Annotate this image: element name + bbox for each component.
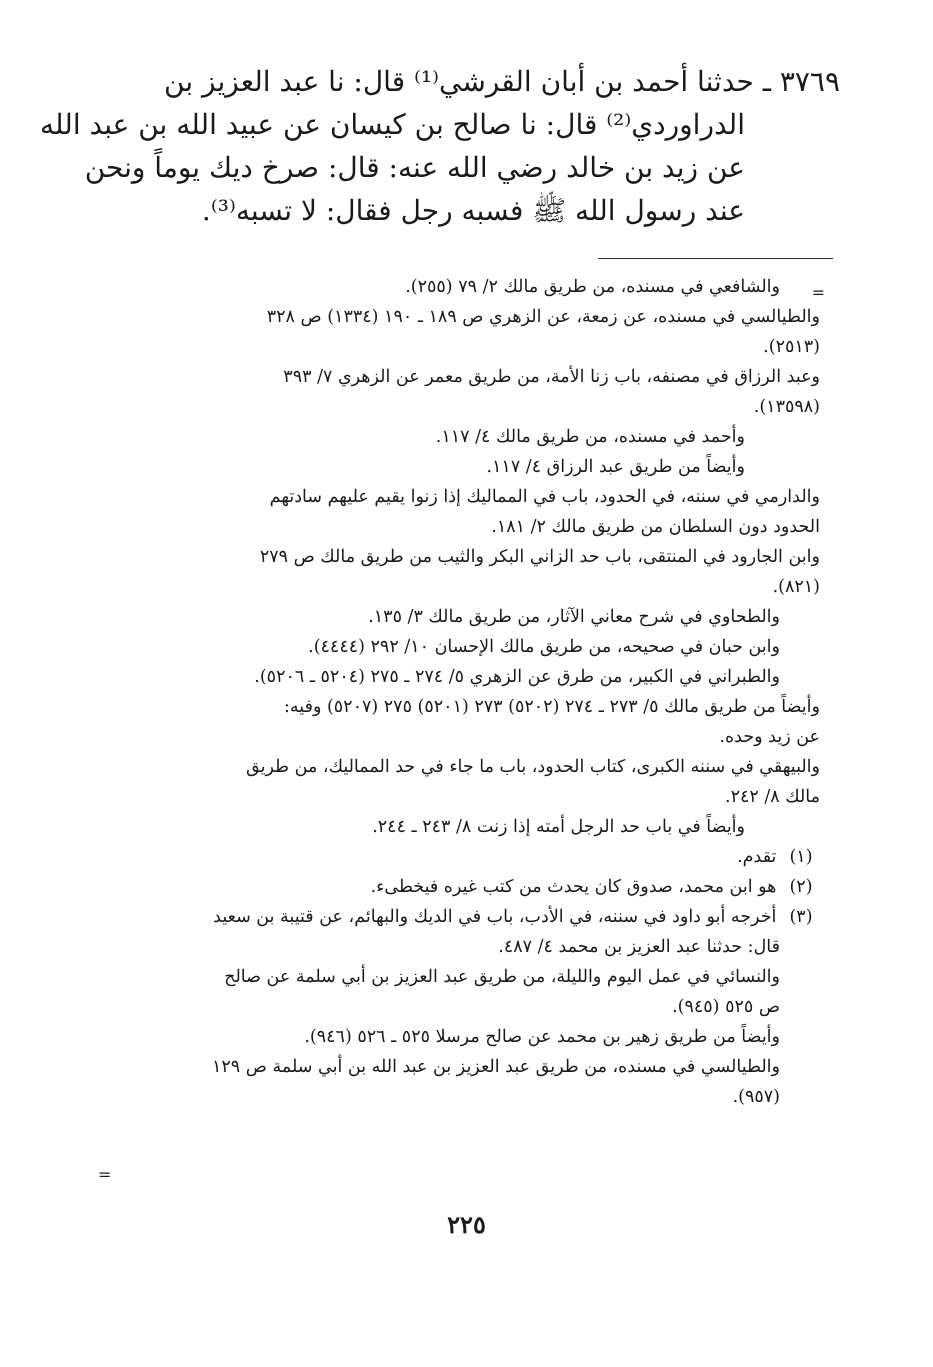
hadith-line: ٣٧٦٩ ـ حدثنا أحمد بن أبان القرشي⁽¹⁾ قال: نا عبد العزيز بن: [164, 65, 840, 98]
note-line: والنسائي في عمل اليوم والليلة، من طريق عبد العزيز بن أبي سلمة عن صالح: [224, 967, 780, 987]
footnote-text: أخرجه أبو داود في سننه، في الأدب، باب في الديك والبهائم، عن قتيبة بن سعيد: [213, 907, 777, 927]
footnotes-section: [100, 272, 820, 1112]
note-line: وابن حبان في صحيحه، من طريق مالك الإحسان ١٠/ ٢٩٢ (٤٤٤٤).: [308, 637, 780, 657]
footnote-number: (٢): [789, 877, 813, 897]
note-line: ص ٥٢٥ (٩٤٥).: [672, 997, 780, 1017]
footnote-3: [100, 902, 820, 932]
hadith-line: عن زيد بن خالد رضي الله عنه: قال: صرخ ديك يوماً ونحن: [84, 151, 745, 184]
footnote-text: تقدم.: [737, 847, 777, 867]
note-line: الحدود دون السلطان من طريق مالك ٢/ ١٨١.: [491, 517, 820, 537]
footnote-1: [100, 842, 820, 872]
footnote-separator: [598, 258, 833, 259]
continuation-mark: =: [811, 283, 825, 302]
note-line: والطيالسي في مسنده، من طريق عبد العزيز بن عبد الله بن أبي سلمة ص ١٢٩: [211, 1057, 780, 1077]
note-line: والبيهقي في سننه الكبرى، كتاب الحدود، باب ما جاء في حد المماليك، من طريق: [246, 757, 820, 777]
note-line: والطحاوي في شرح معاني الآثار، من طريق مالك ٣/ ١٣٥.: [368, 607, 780, 627]
footnote-number: (١): [789, 847, 813, 867]
continuation-mark: =: [98, 1165, 112, 1184]
hadith-text: [40, 60, 840, 232]
note-line: (٩٥٧).: [732, 1087, 780, 1107]
note-line: وأيضاً من طريق مالك ٥/ ٢٧٣ ـ ٢٧٤ (٥٢٠٢) ٢٧٣ (٥٢٠١) ٢٧٥ (٥٢٠٧) وفيه:: [284, 697, 820, 717]
note-line: مالك ٨/ ٢٤٢.: [724, 787, 820, 807]
footnote-2: [100, 872, 820, 902]
note-line: عن زيد وحده.: [719, 727, 820, 747]
footnote-number: (٣): [789, 907, 813, 927]
note-line: قال: حدثنا عبد العزيز بن محمد ٤/ ٤٨٧.: [498, 937, 780, 957]
hadith-line: عند رسول الله ﷺ فسبه رجل فقال: لا تسبه⁽³⁾.: [201, 194, 745, 227]
note-line: (١٣٥٩٨).: [753, 397, 820, 417]
note-line: وأحمد في مسنده، من طريق مالك ٤/ ١١٧.: [435, 427, 745, 447]
note-line: والشافعي في مسنده، من طريق مالك ٢/ ٧٩ (٢٥٥).: [405, 277, 780, 297]
note-line: وعبد الرزاق في مصنفه، باب زنا الأمة، من طريق معمر عن الزهري ٧/ ٣٩٣: [283, 367, 820, 387]
hadith-line: الدراوردي⁽²⁾ قال: نا صالح بن كيسان عن عبيد الله بن عبد الله: [40, 108, 745, 141]
note-line: والدارمي في سننه، في الحدود، باب في المماليك إذا زنوا يقيم عليهم سادتهم: [269, 487, 820, 507]
note-line: وابن الجارود في المنتقى، باب حد الزاني البكر والثيب من طريق مالك ص ٢٧٩: [259, 547, 820, 567]
note-line: والطيالسي في مسنده، عن زمعة، عن الزهري ص ١٨٩ ـ ١٩٠ (١٣٣٤) ص ٣٢٨: [266, 307, 820, 327]
note-line: وأيضاً في باب حد الرجل أمته إذا زنت ٨/ ٢٤٣ ـ ٢٤٤.: [372, 817, 745, 837]
footnote-text: هو ابن محمد، صدوق كان يحدث من كتب غيره فيخطىء.: [370, 877, 777, 897]
note-line: (٨٢١).: [772, 577, 820, 597]
note-line: (٢٥١٣).: [763, 337, 820, 357]
note-line: وأيضاً من طريق زهير بن محمد عن صالح مرسلا ٥٢٥ ـ ٥٢٦ (٩٤٦).: [304, 1027, 780, 1047]
note-line: والطبراني في الكبير، من طرق عن الزهري ٥/ ٢٧٤ ـ ٢٧٥ (٥٢٠٤ ـ ٥٢٠٦).: [254, 667, 780, 687]
page-number: ٢٢٥: [447, 1210, 486, 1239]
note-line: وأيضاً من طريق عبد الرزاق ٤/ ١١٧.: [486, 457, 745, 477]
